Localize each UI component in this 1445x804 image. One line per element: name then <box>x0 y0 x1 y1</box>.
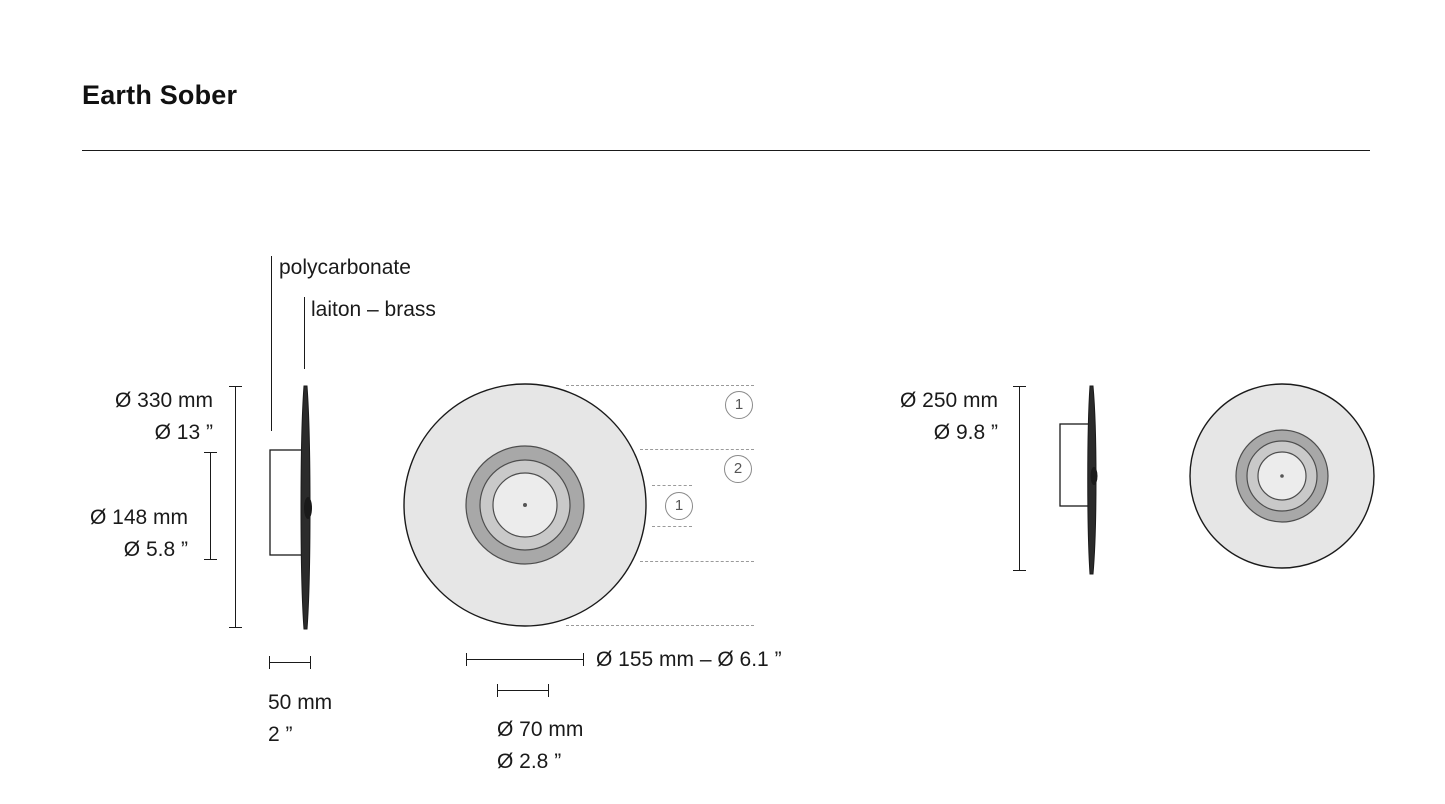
left-depth-mm: 50 mm <box>268 691 333 714</box>
left-outer-dimension-tick-top <box>229 386 242 387</box>
callout-extension-1-top <box>566 385 754 386</box>
left-outer-diameter-mm: Ø 330 mm <box>114 389 213 412</box>
callout-1-secondary: 1 <box>665 492 693 520</box>
callout-extension-1b-top <box>652 485 692 486</box>
callout-extension-1-bottom <box>566 625 754 626</box>
right-outer-dimension-tick-top <box>1013 386 1026 387</box>
brass-leader-line <box>304 297 305 369</box>
polycarbonate-label: polycarbonate <box>279 256 411 279</box>
right-outer-diameter-mm: Ø 250 mm <box>899 389 998 412</box>
left-depth-tick-left <box>269 656 270 669</box>
ring-diameter-tick-right <box>583 653 584 666</box>
left-inner-diameter-in: Ø 5.8 ” <box>123 538 188 561</box>
left-depth-dimension-bar <box>269 662 311 663</box>
page-title: Earth Sober <box>82 80 238 110</box>
ring-diameter-bar <box>466 659 584 660</box>
center-diameter-tick-left <box>497 684 498 697</box>
callout-2: 2 <box>724 455 752 483</box>
callout-extension-1b-bottom <box>652 526 692 527</box>
title-divider <box>82 150 1370 151</box>
left-inner-diameter-mm: Ø 148 mm <box>89 506 188 529</box>
center-diameter-bar <box>497 690 549 691</box>
right-front-view <box>1186 380 1380 574</box>
callout-extension-2-bottom <box>640 561 754 562</box>
ring-diameter-label: Ø 155 mm – Ø 6.1 ” <box>596 648 782 671</box>
brass-label: laiton – brass <box>311 298 436 321</box>
left-front-view <box>398 378 654 634</box>
left-depth-tick-right <box>310 656 311 669</box>
left-inner-dimension-tick-bottom <box>204 559 217 560</box>
left-outer-dimension-bar <box>235 386 236 627</box>
center-diameter-mm: Ø 70 mm <box>497 718 584 741</box>
left-side-elevation <box>260 380 330 635</box>
left-depth-in: 2 ” <box>268 723 293 746</box>
right-side-elevation <box>1050 380 1110 580</box>
center-diameter-tick-right <box>548 684 549 697</box>
right-outer-dimension-bar <box>1019 386 1020 570</box>
callout-1: 1 <box>725 391 753 419</box>
left-inner-dimension-bar <box>210 452 211 559</box>
left-outer-dimension-tick-bottom <box>229 627 242 628</box>
left-outer-diameter-in: Ø 13 ” <box>154 421 213 444</box>
left-inner-dimension-tick-top <box>204 452 217 453</box>
right-outer-diameter-in: Ø 9.8 ” <box>933 421 998 444</box>
callout-extension-2-top <box>640 449 754 450</box>
center-diameter-in: Ø 2.8 ” <box>497 750 562 773</box>
right-outer-dimension-tick-bottom <box>1013 570 1026 571</box>
ring-diameter-tick-left <box>466 653 467 666</box>
